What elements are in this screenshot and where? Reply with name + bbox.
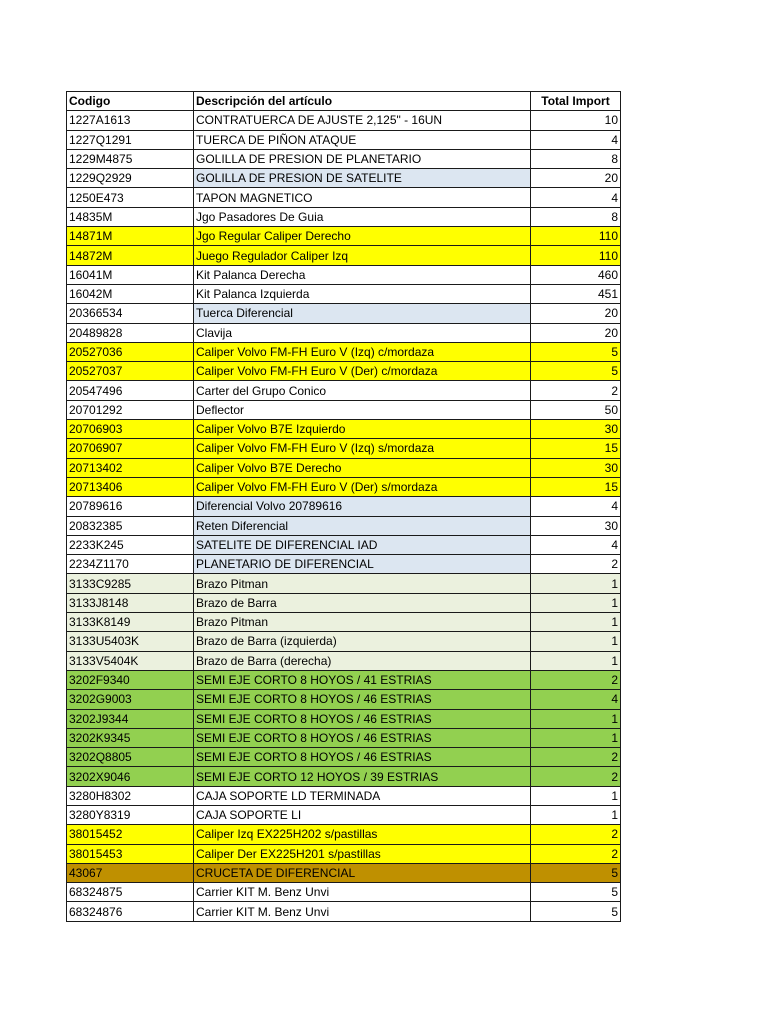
cell-descripcion[interactable]: Caliper Volvo FM-FH Euro V (Der) s/mordaza bbox=[194, 477, 531, 496]
cell-codigo[interactable]: 3202G9003 bbox=[67, 690, 194, 709]
cell-codigo[interactable]: 38015453 bbox=[67, 844, 194, 863]
table-row bbox=[67, 748, 621, 767]
cell-codigo[interactable]: 1229Q2929 bbox=[67, 169, 194, 188]
cell-descripcion[interactable]: Brazo de Barra (derecha) bbox=[194, 651, 531, 670]
parts-table bbox=[66, 91, 621, 922]
cell-total-import[interactable]: 20 bbox=[531, 304, 621, 323]
cell-total-import[interactable]: 20 bbox=[531, 323, 621, 342]
table-row bbox=[67, 130, 621, 149]
cell-codigo[interactable]: 16041M bbox=[67, 265, 194, 284]
cell-total-import[interactable]: 30 bbox=[531, 420, 621, 439]
table-row bbox=[67, 477, 621, 496]
cell-descripcion[interactable]: Carrier KIT M. Benz Unvi bbox=[194, 883, 531, 902]
cell-codigo[interactable]: 20713402 bbox=[67, 458, 194, 477]
cell-total-import[interactable]: 2 bbox=[531, 748, 621, 767]
cell-descripcion[interactable]: Clavija bbox=[194, 323, 531, 342]
cell-codigo[interactable]: 20832385 bbox=[67, 516, 194, 535]
table-row bbox=[67, 613, 621, 632]
table-row bbox=[67, 670, 621, 689]
cell-codigo[interactable]: 1227Q1291 bbox=[67, 130, 194, 149]
cell-total-import[interactable]: 30 bbox=[531, 516, 621, 535]
table-row bbox=[67, 111, 621, 130]
cell-total-import[interactable]: 1 bbox=[531, 593, 621, 612]
cell-codigo[interactable]: 68324876 bbox=[67, 902, 194, 921]
cell-total-import[interactable]: 8 bbox=[531, 149, 621, 168]
table-row bbox=[67, 902, 621, 921]
cell-total-import[interactable]: 4 bbox=[531, 188, 621, 207]
cell-total-import[interactable]: 4 bbox=[531, 535, 621, 554]
table-row bbox=[67, 265, 621, 284]
table-row bbox=[67, 227, 621, 246]
cell-descripcion[interactable]: Jgo Pasadores De Guia bbox=[194, 207, 531, 226]
table-row bbox=[67, 381, 621, 400]
table-row bbox=[67, 400, 621, 419]
cell-codigo[interactable]: 3133V5404K bbox=[67, 651, 194, 670]
cell-codigo[interactable]: 2233K245 bbox=[67, 535, 194, 554]
table-row bbox=[67, 323, 621, 342]
cell-descripcion[interactable]: Carter del Grupo Conico bbox=[194, 381, 531, 400]
cell-codigo[interactable]: 20789616 bbox=[67, 497, 194, 516]
cell-total-import[interactable]: 15 bbox=[531, 439, 621, 458]
cell-descripcion[interactable]: GOLILLA DE PRESION DE PLANETARIO bbox=[194, 149, 531, 168]
cell-total-import[interactable]: 20 bbox=[531, 169, 621, 188]
table-row bbox=[67, 169, 621, 188]
cell-total-import[interactable]: 4 bbox=[531, 130, 621, 149]
header-total-import[interactable]: Total Import bbox=[531, 92, 621, 111]
cell-total-import[interactable]: 1 bbox=[531, 709, 621, 728]
cell-total-import[interactable]: 2 bbox=[531, 844, 621, 863]
cell-descripcion[interactable]: Caliper Volvo B7E Derecho bbox=[194, 458, 531, 477]
cell-total-import[interactable]: 5 bbox=[531, 902, 621, 921]
cell-descripcion[interactable]: Kit Palanca Derecha bbox=[194, 265, 531, 284]
cell-total-import[interactable]: 2 bbox=[531, 825, 621, 844]
cell-total-import[interactable]: 1 bbox=[531, 651, 621, 670]
cell-descripcion[interactable]: Juego Regulador Caliper Izq bbox=[194, 246, 531, 265]
cell-descripcion[interactable]: SEMI EJE CORTO 12 HOYOS / 39 ESTRIAS bbox=[194, 767, 531, 786]
cell-codigo[interactable]: 20701292 bbox=[67, 400, 194, 419]
cell-codigo[interactable]: 20547496 bbox=[67, 381, 194, 400]
header-descripcion[interactable]: Descripción del artículo bbox=[194, 92, 531, 111]
cell-descripcion[interactable]: Kit Palanca Izquierda bbox=[194, 284, 531, 303]
header-row bbox=[67, 92, 621, 111]
cell-total-import[interactable]: 460 bbox=[531, 265, 621, 284]
cell-total-import[interactable]: 5 bbox=[531, 863, 621, 882]
cell-codigo[interactable]: 20366534 bbox=[67, 304, 194, 323]
cell-codigo[interactable]: 1250E473 bbox=[67, 188, 194, 207]
cell-codigo[interactable]: 3133K8149 bbox=[67, 613, 194, 632]
cell-descripcion[interactable]: Brazo Pitman bbox=[194, 574, 531, 593]
cell-codigo[interactable]: 3202X9046 bbox=[67, 767, 194, 786]
cell-total-import[interactable]: 2 bbox=[531, 381, 621, 400]
cell-descripcion[interactable]: SATELITE DE DIFERENCIAL IAD bbox=[194, 535, 531, 554]
cell-descripcion[interactable]: Brazo de Barra bbox=[194, 593, 531, 612]
table-row bbox=[67, 805, 621, 824]
cell-total-import[interactable]: 15 bbox=[531, 477, 621, 496]
cell-codigo[interactable]: 20527036 bbox=[67, 342, 194, 361]
cell-codigo[interactable]: 3202K9345 bbox=[67, 728, 194, 747]
table-row bbox=[67, 728, 621, 747]
cell-codigo[interactable]: 1229M4875 bbox=[67, 149, 194, 168]
table-row bbox=[67, 246, 621, 265]
table-row bbox=[67, 149, 621, 168]
cell-total-import[interactable]: 1 bbox=[531, 728, 621, 747]
cell-total-import[interactable]: 4 bbox=[531, 497, 621, 516]
table-row bbox=[67, 439, 621, 458]
cell-descripcion[interactable]: SEMI EJE CORTO 8 HOYOS / 46 ESTRIAS bbox=[194, 709, 531, 728]
cell-total-import[interactable]: 2 bbox=[531, 767, 621, 786]
table-body bbox=[67, 111, 621, 921]
cell-codigo[interactable]: 1227A1613 bbox=[67, 111, 194, 130]
cell-codigo[interactable]: 3202J9344 bbox=[67, 709, 194, 728]
table-row bbox=[67, 188, 621, 207]
cell-descripcion[interactable]: SEMI EJE CORTO 8 HOYOS / 46 ESTRIAS bbox=[194, 690, 531, 709]
cell-total-import[interactable]: 110 bbox=[531, 246, 621, 265]
cell-descripcion[interactable]: CAJA SOPORTE LD TERMINADA bbox=[194, 786, 531, 805]
table-row bbox=[67, 632, 621, 651]
cell-total-import[interactable]: 5 bbox=[531, 362, 621, 381]
cell-descripcion[interactable]: TUERCA DE PIÑON ATAQUE bbox=[194, 130, 531, 149]
cell-descripcion[interactable]: SEMI EJE CORTO 8 HOYOS / 46 ESTRIAS bbox=[194, 748, 531, 767]
cell-descripcion[interactable]: Brazo Pitman bbox=[194, 613, 531, 632]
table-row bbox=[67, 458, 621, 477]
cell-codigo[interactable]: 38015452 bbox=[67, 825, 194, 844]
table-row bbox=[67, 420, 621, 439]
cell-codigo[interactable]: 20706907 bbox=[67, 439, 194, 458]
cell-codigo[interactable]: 3133C9285 bbox=[67, 574, 194, 593]
cell-total-import[interactable]: 30 bbox=[531, 458, 621, 477]
cell-codigo[interactable]: 14872M bbox=[67, 246, 194, 265]
cell-descripcion[interactable]: Caliper Der EX225H201 s/pastillas bbox=[194, 844, 531, 863]
table-row bbox=[67, 709, 621, 728]
cell-codigo[interactable]: 3133U5403K bbox=[67, 632, 194, 651]
table-row bbox=[67, 342, 621, 361]
table-row bbox=[67, 207, 621, 226]
table-row bbox=[67, 593, 621, 612]
cell-total-import[interactable]: 1 bbox=[531, 574, 621, 593]
cell-descripcion[interactable]: Diferencial Volvo 20789616 bbox=[194, 497, 531, 516]
cell-descripcion[interactable]: SEMI EJE CORTO 8 HOYOS / 41 ESTRIAS bbox=[194, 670, 531, 689]
table-row bbox=[67, 574, 621, 593]
header-codigo[interactable]: Codigo bbox=[67, 92, 194, 111]
cell-total-import[interactable]: 5 bbox=[531, 883, 621, 902]
cell-descripcion[interactable]: SEMI EJE CORTO 8 HOYOS / 46 ESTRIAS bbox=[194, 728, 531, 747]
cell-total-import[interactable]: 110 bbox=[531, 227, 621, 246]
cell-codigo[interactable]: 3280Y8319 bbox=[67, 805, 194, 824]
cell-total-import[interactable]: 451 bbox=[531, 284, 621, 303]
cell-total-import[interactable]: 1 bbox=[531, 632, 621, 651]
cell-descripcion[interactable]: TAPON MAGNETICO bbox=[194, 188, 531, 207]
spreadsheet bbox=[66, 91, 621, 922]
cell-total-import[interactable]: 2 bbox=[531, 670, 621, 689]
cell-codigo[interactable]: 20706903 bbox=[67, 420, 194, 439]
table-row bbox=[67, 362, 621, 381]
cell-codigo[interactable]: 14835M bbox=[67, 207, 194, 226]
cell-total-import[interactable]: 1 bbox=[531, 805, 621, 824]
table-row bbox=[67, 535, 621, 554]
cell-codigo[interactable]: 3202F9340 bbox=[67, 670, 194, 689]
cell-total-import[interactable]: 4 bbox=[531, 690, 621, 709]
cell-descripcion[interactable]: Caliper Volvo FM-FH Euro V (Izq) c/mordaza bbox=[194, 342, 531, 361]
cell-descripcion[interactable]: CAJA SOPORTE LI bbox=[194, 805, 531, 824]
table-row bbox=[67, 555, 621, 574]
cell-descripcion[interactable]: Carrier KIT M. Benz Unvi bbox=[194, 902, 531, 921]
cell-descripcion[interactable]: Brazo de Barra (izquierda) bbox=[194, 632, 531, 651]
cell-total-import[interactable]: 1 bbox=[531, 613, 621, 632]
cell-descripcion[interactable]: Jgo Regular Caliper Derecho bbox=[194, 227, 531, 246]
cell-descripcion[interactable]: Caliper Volvo FM-FH Euro V (Izq) s/mordaza bbox=[194, 439, 531, 458]
cell-descripcion[interactable]: PLANETARIO DE DIFERENCIAL bbox=[194, 555, 531, 574]
table-row bbox=[67, 883, 621, 902]
cell-total-import[interactable]: 50 bbox=[531, 400, 621, 419]
table-row bbox=[67, 284, 621, 303]
cell-total-import[interactable]: 1 bbox=[531, 786, 621, 805]
table-row bbox=[67, 767, 621, 786]
cell-descripcion[interactable]: Caliper Izq EX225H202 s/pastillas bbox=[194, 825, 531, 844]
cell-codigo[interactable]: 14871M bbox=[67, 227, 194, 246]
cell-codigo[interactable]: 68324875 bbox=[67, 883, 194, 902]
cell-total-import[interactable]: 2 bbox=[531, 555, 621, 574]
cell-descripcion[interactable]: Reten Diferencial bbox=[194, 516, 531, 535]
cell-codigo[interactable]: 2234Z1170 bbox=[67, 555, 194, 574]
cell-descripcion[interactable]: Caliper Volvo B7E Izquierdo bbox=[194, 420, 531, 439]
cell-descripcion[interactable]: Deflector bbox=[194, 400, 531, 419]
cell-codigo[interactable]: 20489828 bbox=[67, 323, 194, 342]
table-row bbox=[67, 690, 621, 709]
table-row bbox=[67, 304, 621, 323]
table-row bbox=[67, 863, 621, 882]
cell-descripcion[interactable]: GOLILLA DE PRESION DE SATELITE bbox=[194, 169, 531, 188]
cell-codigo[interactable]: 20713406 bbox=[67, 477, 194, 496]
cell-descripcion[interactable]: CRUCETA DE DIFERENCIAL bbox=[194, 863, 531, 882]
table-row bbox=[67, 786, 621, 805]
table-row bbox=[67, 825, 621, 844]
table-row bbox=[67, 651, 621, 670]
cell-descripcion[interactable]: Tuerca Diferencial bbox=[194, 304, 531, 323]
cell-codigo[interactable]: 3202Q8805 bbox=[67, 748, 194, 767]
cell-codigo[interactable]: 43067 bbox=[67, 863, 194, 882]
cell-codigo[interactable]: 16042M bbox=[67, 284, 194, 303]
cell-total-import[interactable]: 10 bbox=[531, 111, 621, 130]
table-row bbox=[67, 844, 621, 863]
cell-codigo[interactable]: 3280H8302 bbox=[67, 786, 194, 805]
cell-descripcion[interactable]: Caliper Volvo FM-FH Euro V (Der) c/mordaza bbox=[194, 362, 531, 381]
table-row bbox=[67, 516, 621, 535]
cell-total-import[interactable]: 8 bbox=[531, 207, 621, 226]
cell-codigo[interactable]: 3133J8148 bbox=[67, 593, 194, 612]
cell-total-import[interactable]: 5 bbox=[531, 342, 621, 361]
table-row bbox=[67, 497, 621, 516]
cell-descripcion[interactable]: CONTRATUERCA DE AJUSTE 2,125" - 16UN bbox=[194, 111, 531, 130]
cell-codigo[interactable]: 20527037 bbox=[67, 362, 194, 381]
